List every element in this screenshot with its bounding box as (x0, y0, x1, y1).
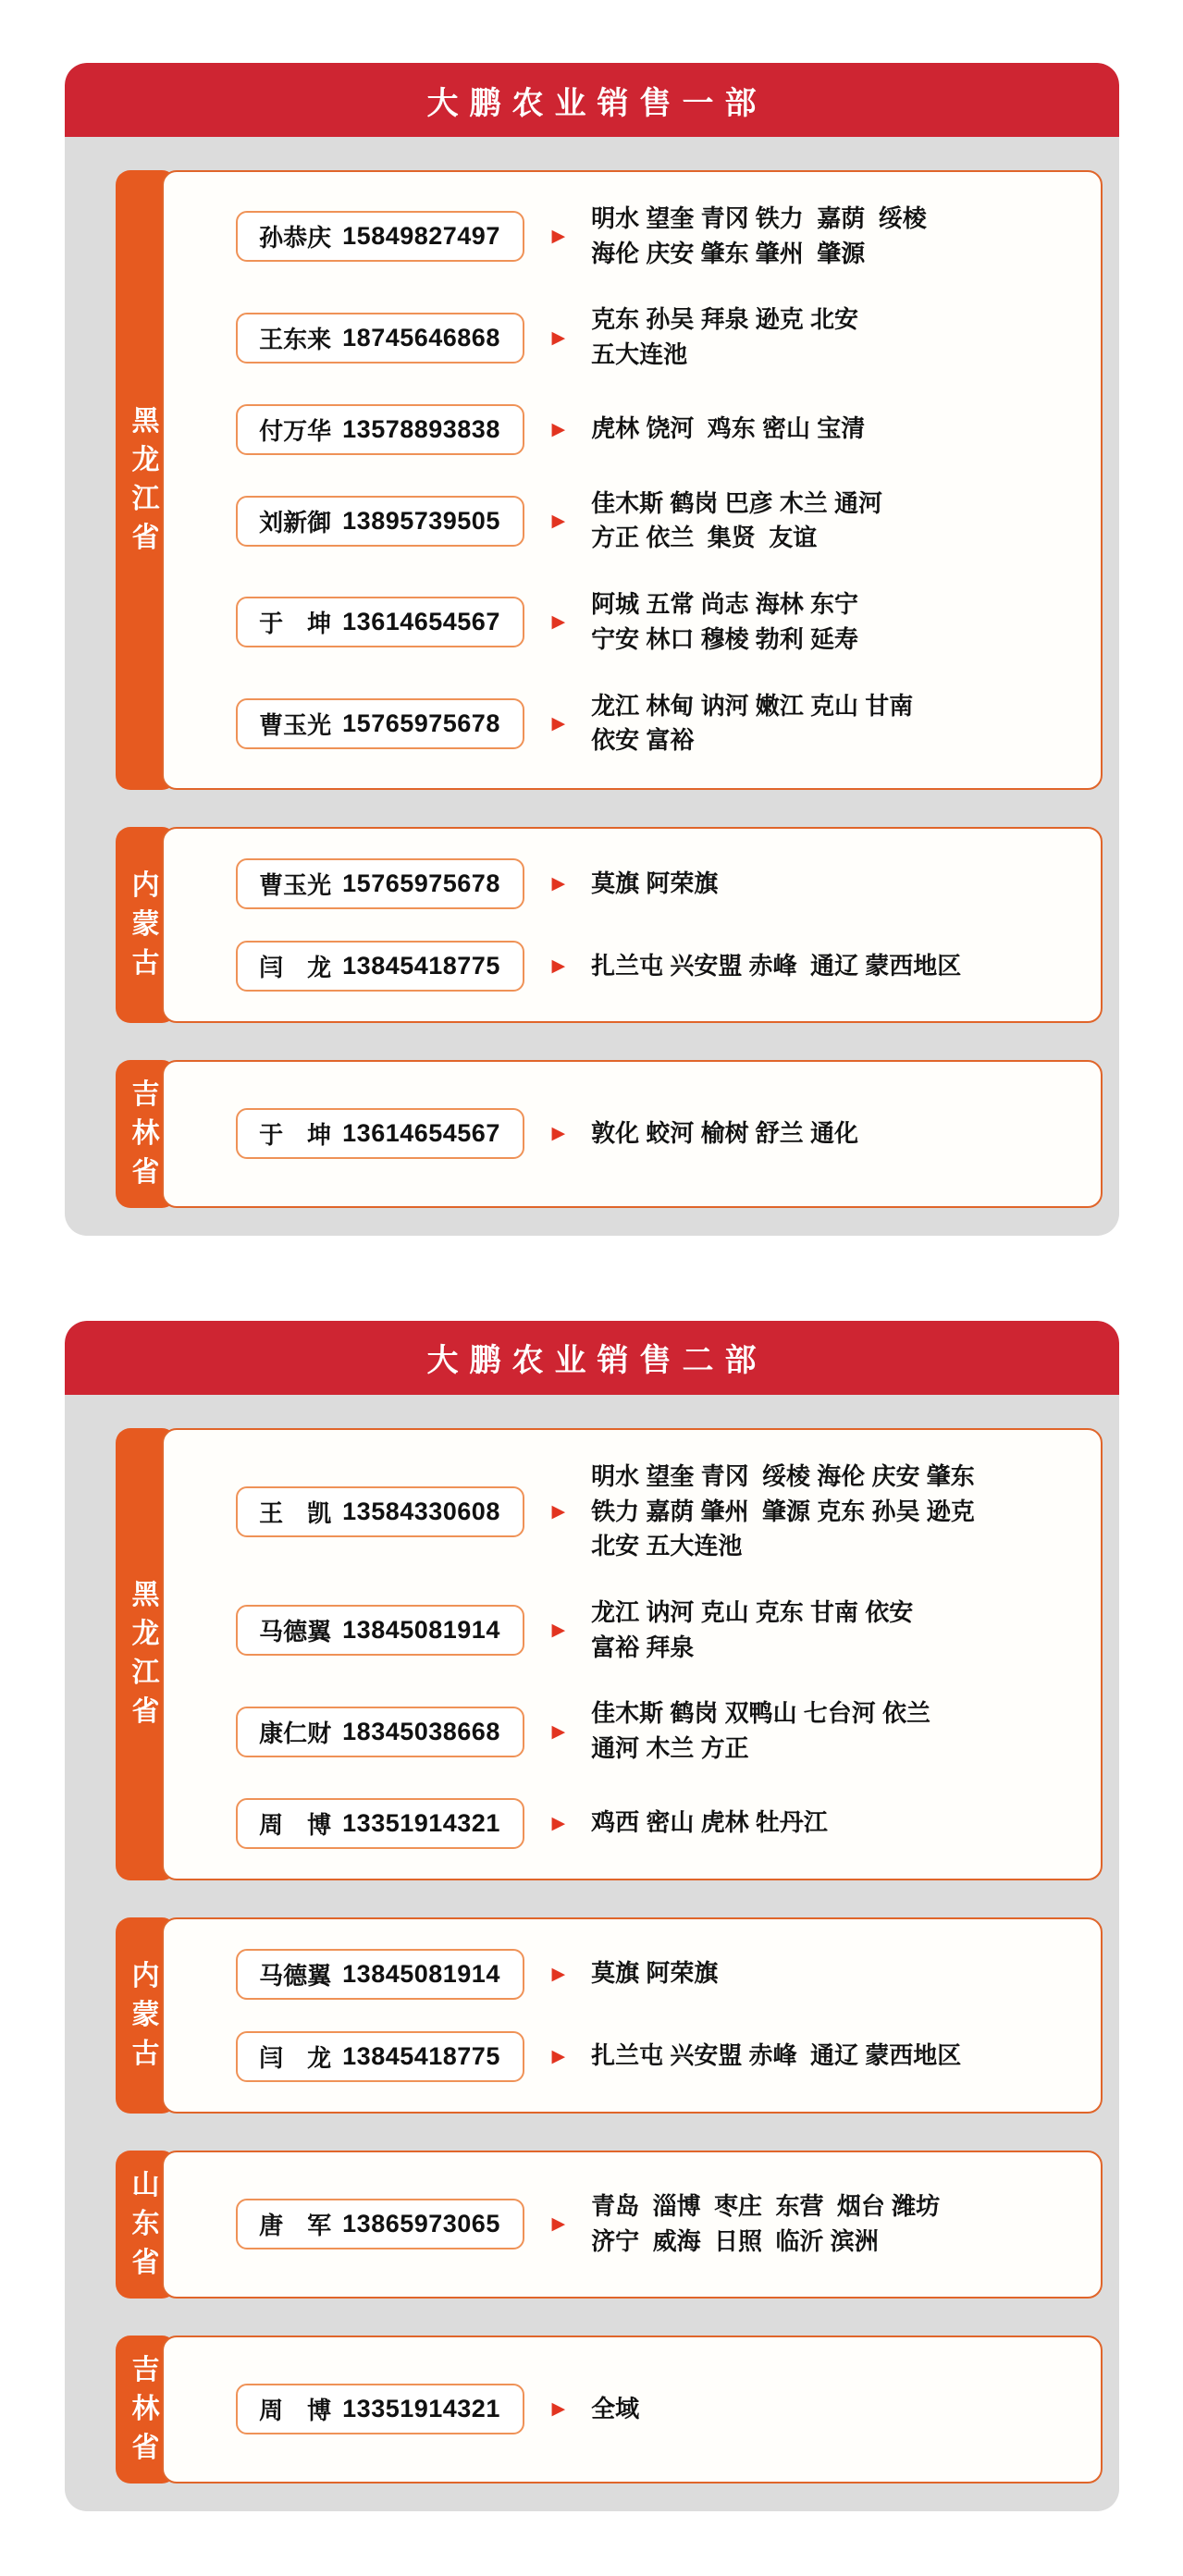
contact-name: 康仁财 (259, 1719, 332, 1747)
contact-box (236, 1108, 524, 1159)
arrow-right-icon: ▶ (551, 1501, 566, 1522)
contact-name: 付万华 (259, 416, 332, 445)
contact-row (236, 1108, 1082, 1159)
contact-phone: 13865973065 (342, 2210, 500, 2238)
contact-box (236, 2199, 524, 2249)
province-section-heilongjiang (116, 170, 1103, 790)
contact-row (236, 1460, 1082, 1564)
region-list (591, 689, 913, 758)
province-label: 黑龙江省 (131, 405, 160, 553)
arrow-right-icon: ▶ (551, 2214, 566, 2235)
province-section-jilin (116, 2336, 1103, 2484)
contact-row (236, 302, 1082, 372)
contact-row (236, 2384, 1082, 2434)
contact-phone: 13614654567 (342, 608, 500, 636)
region-list (591, 1696, 930, 1766)
contact-box (236, 2031, 524, 2082)
arrow-right-icon: ▶ (551, 419, 566, 439)
contact-name: 马德翼 (259, 1618, 332, 1646)
contact-box (236, 404, 524, 455)
region-line: 富裕 拜泉 (591, 1633, 695, 1661)
contact-box (236, 2384, 524, 2434)
contact-box (236, 698, 524, 749)
contact-name: 王 凯 (259, 1498, 332, 1527)
contact-row (236, 1696, 1082, 1766)
arrow-right-icon: ▶ (551, 2046, 566, 2066)
section-content-box (162, 170, 1103, 790)
card-1-title: 大鹏农业销售一部 (426, 85, 768, 121)
region-list (591, 2189, 940, 2259)
region-line: 扎兰屯 兴安盟 赤峰 通辽 蒙西地区 (591, 951, 962, 980)
region-line: 海伦 庆安 肇东 肇州 肇源 (591, 239, 866, 267)
contact-phone: 13895739505 (342, 506, 500, 535)
region-line: 莫旗 阿荣旗 (591, 1959, 719, 1988)
sales-card-2 (65, 1321, 1119, 2511)
region-list (591, 1596, 913, 1665)
region-line: 通河 木兰 方正 (591, 1734, 749, 1762)
contact-box (236, 1486, 524, 1537)
contact-name: 马德翼 (259, 1961, 332, 1990)
province-section-jilin (116, 1060, 1103, 1208)
contact-row (236, 858, 1082, 909)
region-line: 阿城 五常 尚志 海林 东宁 (591, 590, 859, 619)
card-2-header (65, 1321, 1119, 1395)
contact-phone: 13351914321 (342, 2395, 500, 2423)
region-line: 莫旗 阿荣旗 (591, 869, 719, 897)
province-label: 黑龙江省 (131, 1580, 160, 1728)
contact-name: 唐 军 (259, 2212, 332, 2240)
card-1-sections (65, 137, 1119, 1208)
region-line: 北安 五大连池 (591, 1532, 743, 1560)
province-label: 内蒙古 (131, 1960, 160, 2069)
region-line: 方正 依兰 集贤 友谊 (591, 524, 818, 552)
arrow-right-icon: ▶ (551, 955, 566, 976)
contact-row (236, 487, 1082, 556)
region-list (591, 302, 858, 372)
arrow-right-icon: ▶ (551, 1721, 566, 1742)
region-line: 铁力 嘉荫 肇州 肇源 克东 孙吴 逊克 (591, 1497, 975, 1525)
province-section-neimenggu (116, 1917, 1103, 2114)
region-line: 青岛 淄博 枣庄 东营 烟台 潍坊 (591, 2192, 941, 2220)
contact-phone: 13578893838 (342, 414, 500, 443)
contact-row (236, 941, 1082, 992)
contact-phone: 18345038668 (342, 1717, 500, 1745)
province-section-neimenggu (116, 827, 1103, 1023)
region-list (591, 1460, 975, 1564)
contact-name: 王东来 (259, 325, 332, 353)
contact-box (236, 211, 524, 262)
region-list (591, 949, 961, 984)
card-2-title: 大鹏农业销售二部 (426, 1343, 768, 1379)
contact-phone: 15849827497 (342, 222, 500, 251)
region-line: 扎兰屯 兴安盟 赤峰 通辽 蒙西地区 (591, 2041, 962, 2070)
region-line: 明水 望奎 青冈 绥棱 海伦 庆安 肇东 (591, 1461, 975, 1490)
arrow-right-icon: ▶ (551, 873, 566, 894)
arrow-right-icon: ▶ (551, 327, 566, 348)
region-line: 敦化 蛟河 榆树 舒兰 通化 (591, 1119, 859, 1148)
region-line: 鸡西 密山 虎林 牡丹江 (591, 1808, 828, 1837)
contact-box (236, 313, 524, 364)
contact-box (236, 496, 524, 547)
contact-phone: 13845418775 (342, 951, 500, 980)
province-section-heilongjiang (116, 1428, 1103, 1880)
region-line: 龙江 林甸 讷河 嫩江 克山 甘南 (591, 691, 914, 720)
section-content-box (162, 1917, 1103, 2114)
region-line: 依安 富裕 (591, 726, 695, 755)
arrow-right-icon: ▶ (551, 227, 566, 247)
region-line: 龙江 讷河 克山 克东 甘南 依安 (591, 1597, 914, 1626)
province-label: 吉林省 (131, 2354, 160, 2463)
region-list (591, 412, 865, 447)
contact-phone: 13845081914 (342, 1959, 500, 1988)
card-2-sections (65, 1395, 1119, 2484)
contact-row (236, 2031, 1082, 2082)
region-line: 全域 (591, 2394, 640, 2422)
contact-phone: 13351914321 (342, 1808, 500, 1837)
card-1-header (65, 63, 1119, 137)
contact-row (236, 202, 1082, 271)
contact-phone: 18745646868 (342, 323, 500, 351)
arrow-right-icon: ▶ (551, 2399, 566, 2420)
contact-box (236, 597, 524, 647)
section-content-box (162, 1060, 1103, 1208)
contact-row (236, 1596, 1082, 1665)
contact-name: 周 博 (259, 2397, 332, 2425)
contact-name: 于 坤 (259, 610, 332, 638)
contact-phone: 13845418775 (342, 2041, 500, 2070)
region-list (591, 1956, 718, 1991)
section-content-box (162, 1428, 1103, 1880)
sales-card-1 (65, 63, 1119, 1236)
contact-name: 周 博 (259, 1810, 332, 1839)
section-content-box (162, 2336, 1103, 2484)
contact-name: 闫 龙 (259, 953, 332, 981)
region-line: 虎林 饶河 鸡东 密山 宝清 (591, 414, 866, 443)
contact-row (236, 2189, 1082, 2259)
arrow-right-icon: ▶ (551, 511, 566, 531)
region-list (591, 2039, 961, 2074)
province-label: 吉林省 (131, 1078, 160, 1188)
contact-box (236, 858, 524, 909)
contact-box (236, 1949, 524, 2000)
province-label: 内蒙古 (131, 869, 160, 979)
region-list (591, 2392, 639, 2427)
region-line: 明水 望奎 青冈 铁力 嘉荫 绥棱 (591, 204, 927, 232)
contact-row (236, 1798, 1082, 1849)
region-list (591, 487, 882, 556)
region-list (591, 1116, 858, 1152)
contact-box (236, 1798, 524, 1849)
region-line: 济宁 威海 日照 临沂 滨洲 (591, 2226, 879, 2255)
contact-name: 孙恭庆 (259, 224, 332, 253)
region-list (591, 587, 858, 657)
arrow-right-icon: ▶ (551, 1964, 566, 1984)
contact-box (236, 1605, 524, 1656)
contact-box (236, 1707, 524, 1757)
contact-box (236, 941, 524, 992)
contact-row (236, 587, 1082, 657)
section-content-box (162, 827, 1103, 1023)
contact-phone: 13614654567 (342, 1119, 500, 1148)
arrow-right-icon: ▶ (551, 612, 566, 633)
contact-name: 曹玉光 (259, 710, 332, 739)
contact-phone: 13845081914 (342, 1616, 500, 1645)
contact-row (236, 404, 1082, 455)
region-list (591, 867, 718, 902)
arrow-right-icon: ▶ (551, 713, 566, 733)
arrow-right-icon: ▶ (551, 1124, 566, 1144)
contact-name: 刘新御 (259, 508, 332, 536)
region-line: 佳木斯 鹤岗 巴彦 木兰 通河 (591, 488, 883, 517)
contact-phone: 13584330608 (342, 1497, 500, 1525)
province-section-shandong (116, 2151, 1103, 2299)
contact-phone: 15765975678 (342, 709, 500, 737)
region-line: 宁安 林口 穆棱 勃利 延寿 (591, 624, 859, 653)
section-content-box (162, 2151, 1103, 2299)
contact-phone: 15765975678 (342, 869, 500, 897)
region-list (591, 202, 927, 271)
region-line: 克东 孙吴 拜泉 逊克 北安 (591, 305, 859, 334)
contact-row (236, 1949, 1082, 2000)
region-line: 五大连池 (591, 340, 688, 369)
contact-name: 曹玉光 (259, 870, 332, 899)
arrow-right-icon: ▶ (551, 1621, 566, 1641)
contact-row (236, 689, 1082, 758)
arrow-right-icon: ▶ (551, 1813, 566, 1833)
contact-name: 闫 龙 (259, 2043, 332, 2072)
province-label: 山东省 (131, 2169, 160, 2278)
region-line: 佳木斯 鹤岗 双鸭山 七台河 依兰 (591, 1699, 931, 1728)
contact-name: 于 坤 (259, 1121, 332, 1150)
region-list (591, 1806, 828, 1841)
